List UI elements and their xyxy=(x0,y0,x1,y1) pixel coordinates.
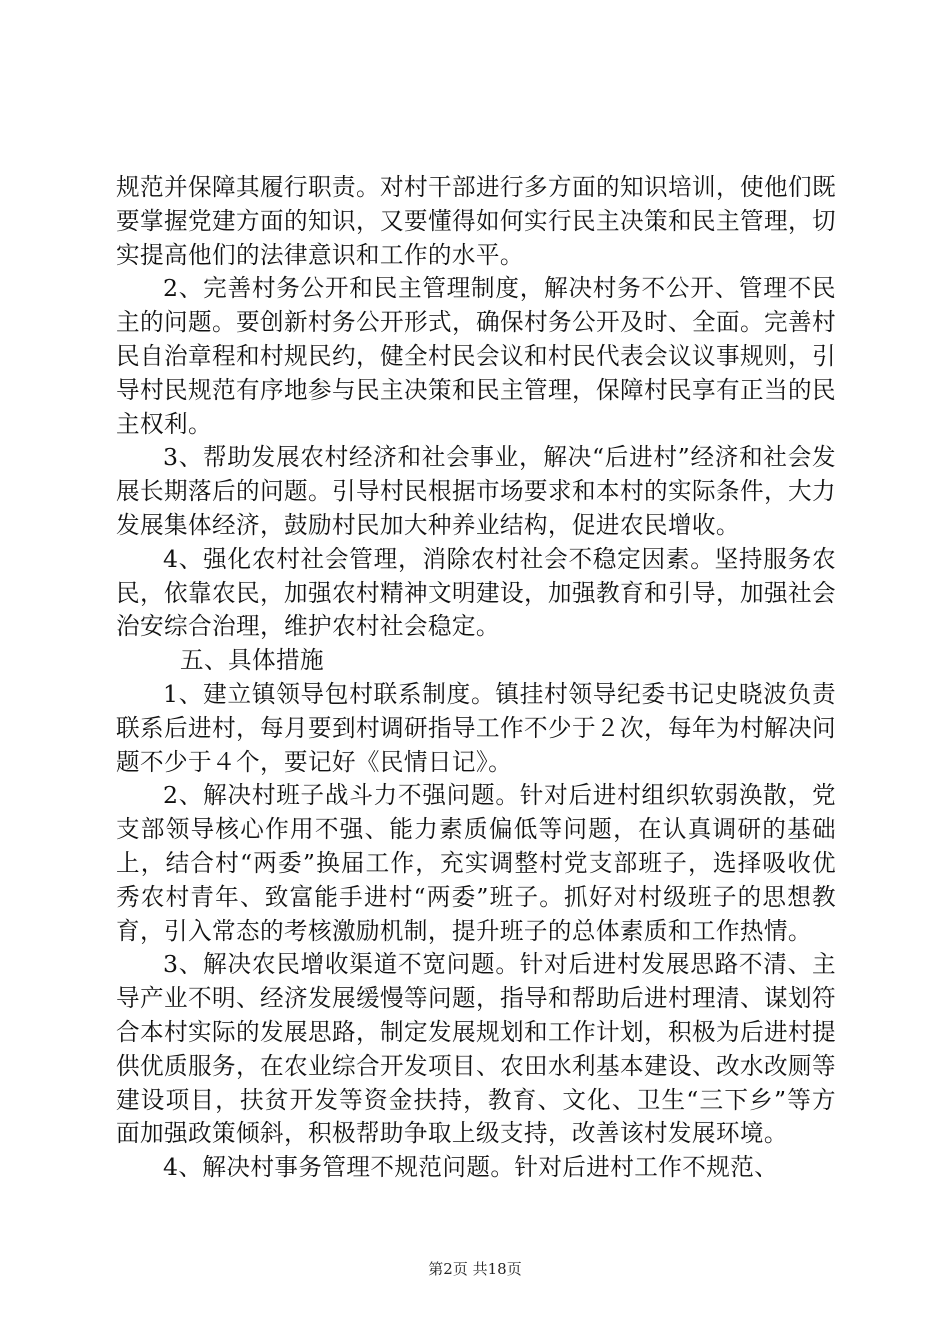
paragraph-item-4: 4、强化农村社会管理，消除农村社会不稳定因素。坚持服务农民，依靠农民，加强农村精神文明建设，加强教育和引导，加强社会治安综合治理，维护农村社会稳定。 xyxy=(116,544,836,641)
page-footer: 第2页 共18页 xyxy=(428,1260,522,1278)
paragraph-measure-2: 2、解决村班子战斗力不强问题。针对后进村组织软弱涣散，党支部领导核心作用不强、能力素质偏低等问题，在认真调研的基础上，结合村“两委”换届工作，充实调整村党支部班子，选择吸收优秀农村青年、致富能手进村“两委”班子。抓好对村级班子的思想教育，引入常态的考核激励机制，提升班子的总体素质和工作热情。 xyxy=(116,781,836,945)
document-body xyxy=(116,171,836,1185)
paragraph-item-3: 3、帮助发展农村经济和社会事业，解决“后进村”经济和社会发展长期落后的问题。引导村民根据市场要求和本村的实际条件，大力发展集体经济，鼓励村民加大种养业结构，促进农民增收。 xyxy=(116,443,836,539)
section-heading-measures: 五、具体措施 xyxy=(180,646,324,675)
paragraph-measure-1: 1、建立镇领导包村联系制度。镇挂村领导纪委书记史晓波负责联系后进村，每月要到村调研指导工作不少于２次，每年为村解决问题不少于４个，要记好《民情日记》。 xyxy=(116,679,836,776)
paragraph-continuation: 规范并保障其履行职责。对村干部进行多方面的知识培训，使他们既要掌握党建方面的知识，又要懂得如何实行民主决策和民主管理，切实提高他们的法律意识和工作的水平。 xyxy=(116,173,836,269)
paragraph-measure-4: 4、解决村事务管理不规范问题。针对后进村工作不规范、 xyxy=(163,1153,779,1182)
paragraph-item-2: 2、完善村务公开和民主管理制度，解决村务不公开、管理不民主的问题。要创新村务公开形式，确保村务公开及时、全面。完善村民自治章程和村规民约，健全村民会议和村民代表会议议事规则，引导村民规范有序地参与民主决策和民主管理，保障村民享有正当的民主权利。 xyxy=(116,274,836,438)
paragraph-measure-3: 3、解决农民增收渠道不宽问题。针对后进村发展思路不清、主导产业不明、经济发展缓慢等问题，指导和帮助后进村理清、谋划符合本村实际的发展思路，制定发展规划和工作计划，积极为后进村提供优质服务，在农业综合开发项目、农田水利基本建设、改水改厕等建设项目，扶贫开发等资金扶持，教育、文化、卫生“三下乡”等方面加强政策倾斜，积极帮助争取上级支持，改善该村发展环境。 xyxy=(116,950,836,1148)
